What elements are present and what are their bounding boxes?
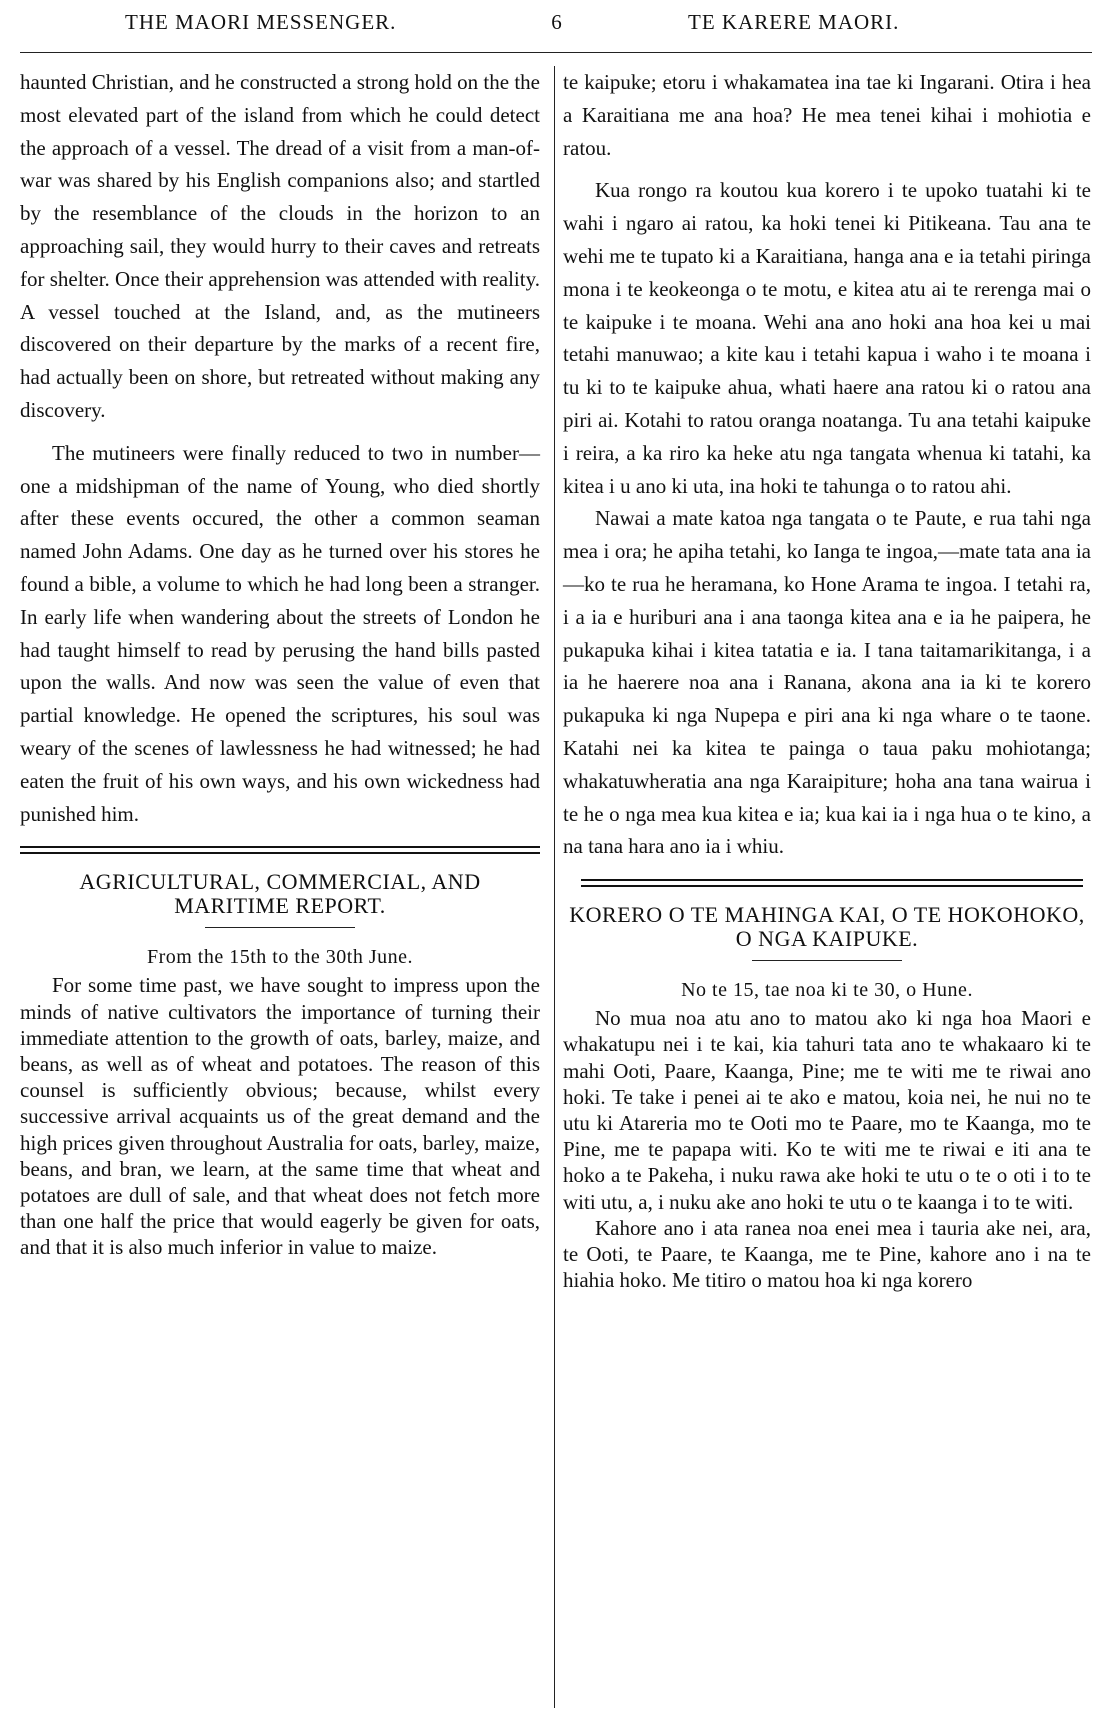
section-divider (581, 879, 1083, 889)
column-divider (554, 66, 555, 1708)
page-number: 6 (551, 10, 563, 34)
section-divider (20, 846, 540, 856)
report-paragraph-maori: Kahore ano i ata ranea noa enei mea i tauria ake nei, ara, te Ooti, te Paare, te Kaanga, me te Pine, kahore ano i na te hiahia hoko. Me titiro o matou hoa ki nga korero (563, 1215, 1091, 1293)
heading-rule (205, 927, 355, 928)
masthead-rule (20, 52, 1092, 53)
maori-paragraph: Nawai a mate katoa nga tangata o te Paute, e rua tahi nga mea i ora; he apiha tetahi, ko Ianga te ingoa,—mate tata ana ia—ko te rua he heramana, ko Hone Arama te ingoa. I tetahi ra, i a ia e huriburi ana i ana taonga kitea ana e ia he paipera, he pukapuka kihai i kitea tatatia e ia. I tana taitamarikitanga, i a ia he haerere noa ana i Ranana, akona ana ia ki te korero pukapuka ki nga Nupepa e piri ana ki nga whare o te taone. Katahi nei ka kitea te painga o taua paku mohiotanga; whakatuwheratia ana nga Karaipiture; hoha ana tana wairua i te he o nga mea kua kitea e ia; kua kai ia i nga hua o te kino, a na tana hara ano ia i whiu. (563, 506, 1091, 859)
report-dateline-maori: No te 15, tae noa ki te 30, o Hune. (681, 979, 973, 1002)
heading-rule (752, 960, 902, 961)
maori-paragraph: te kaipuke; etoru i whakamatea ina tae ki Ingarani. Otira i hea a Karaitiana me ana hoa? He mea tenei kihai i mohiotia e ratou. (563, 70, 1091, 160)
maori-column (563, 66, 1091, 1293)
masthead-maori-title: TE KARERE MAORI. (688, 10, 900, 34)
masthead (0, 0, 1114, 40)
english-paragraph: The mutineers were finally reduced to two in number—one a midshipman of the name of Young, who died shortly after these events occured, the other a common seaman named John Adams. One day as he turned over his stores he found a bible, a volume to which he had long been a stranger. In early life when wandering about the streets of London he had taught himself to read by perusing the hand bills pasted upon the walls. And now was seen the value of even that partial knowledge. He opened the scriptures, his soul was weary of the scenes of lawlessness he had witnessed; he had eaten the fruit of his own ways, and his own wickedness had punished him. (20, 440, 540, 826)
report-heading-english: AGRICULTURAL, COMMERCIAL, AND MARITIME REPORT. (79, 869, 481, 919)
english-paragraph: haunted Christian, and he constructed a strong hold on the the most elevated part of the island from which he could detect the approach of a vessel. The dread of a visit from a man-of-war was shared by his English companions also; and startled by the resemblance of the clouds in the horizon to an approaching sail, they would hurry to their caves and retreats for shelter. Once their apprehension was attended with reality. A vessel touched at the Island, and, as the mutineers discovered on their departure by the marks of a recent fire, had actually been on shore, but retreated without making any discovery. (20, 70, 540, 422)
maori-paragraph: Kua rongo ra koutou kua korero i te upoko tuatahi ki te wahi i ngaro ai ratou, ka hoki tenei ki Pitikeana. Tau ana te wehi me te tupato ki a Karaitiana, hanga ana e ia tetahi piringa mona i te keokeonga o te motu, e kitea atu ai te rerenga mai o te kaipuke i te moana. Wehi ana ano hoki ana hoa kei u mai tetahi manuwao; a kite kau i tetahi kapua i waho i te moana i tu ki to te kaipuke ahua, whati haere ana ratou ki o ratou ana piri ai. Kotahi to ratou oranga noatanga. Tu ana tetahi kaipuke i reira, a ka riro ka heke atu nga tangata whenua ki tatahi, ka kitea i u ano ki uta, ina hoki te tahunga o to ratou ahi. (563, 178, 1091, 498)
report-paragraph-english: For some time past, we have sought to impress upon the minds of native cultivators the importance of turning their immediate attention to the growth of oats, barley, maize, and beans, as well as of wheat and potatoes. The reason of this counsel is sufficiently obvious; because, whilst every successive arrival acquaints us of the great demand and the high prices given throughout Australia for oats, barley, maize, beans, and bran, we learn, at the same time that wheat and potatoes are dull of sale, and that wheat does not fetch more than one half the price that would eagerly be given for oats, and that it is also much inferior in value to maize. (20, 973, 540, 1260)
report-heading-maori: KORERO O TE MAHINGA KAI, O TE HOKOHOKO, O NGA KAIPUKE. (569, 902, 1085, 952)
report-dateline-english: From the 15th to the 30th June. (146, 946, 414, 969)
english-column (20, 66, 540, 1261)
masthead-english-title: THE MAORI MESSENGER. (125, 10, 397, 34)
report-paragraph-maori: No mua noa atu ano to matou ako ki nga hoa Maori e whakatupu nei i te kai, kia tahuri tata ano te whakaaro ki te mahi Ooti, Paare, Kaanga, Pine; me te witi me te riwai ano hoki. Te take i penei ai te ako e matou, koia nei, he nui no te utu ki Atareria mo te Ooti mo te Paare, mo te Kaanga, mo te Pine, me te papapa witi. Ko te witi me te riwai e iti ana te hoko a te Pakeha, i nuku rawa ake hoki te utu o te o oti i to te witi utu, a, i nuku ake ano hoki te utu o te kaanga i to te witi. (563, 1006, 1091, 1214)
